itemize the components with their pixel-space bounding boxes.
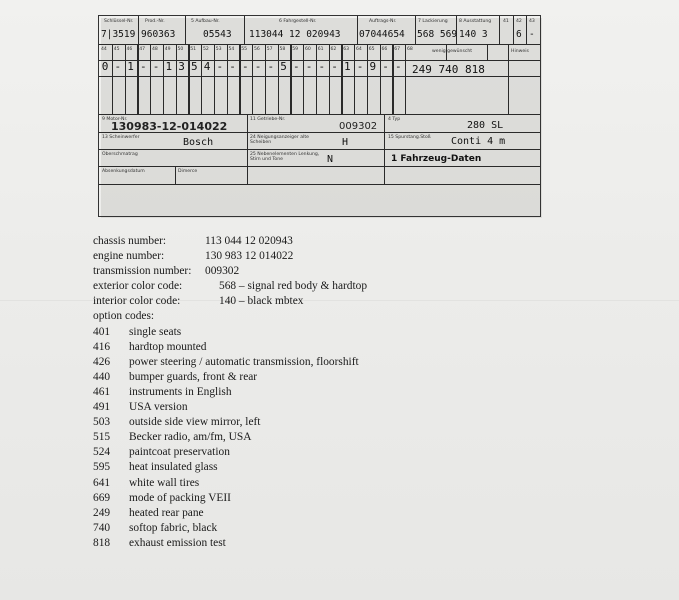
info-value: 140 – black mbtex <box>219 295 304 308</box>
card-rule <box>99 114 540 115</box>
digit-cell-number: 44 <box>101 47 107 52</box>
info-value: 130 983 12 014022 <box>205 250 294 263</box>
option-row <box>93 355 359 370</box>
option-desc: white wall tires <box>129 476 200 489</box>
label-fahrgestell: 6 Fahrgestell-Nr. <box>279 19 317 24</box>
digit-cell-number: 56 <box>254 47 260 52</box>
field-spur: Conti 4 m <box>451 136 506 147</box>
field-scheinwerfer: Bosch <box>183 137 214 148</box>
option-row <box>93 506 204 521</box>
field-motor: 130983-12-014022 <box>111 120 228 133</box>
option-desc: hardtop mounted <box>129 340 207 353</box>
digit-cell-value: - <box>216 60 224 73</box>
option-row <box>93 400 191 415</box>
digit-cell-value: - <box>382 60 389 73</box>
digit-cell-value: 3 <box>178 60 185 73</box>
digit-cell-divider <box>329 44 330 114</box>
digit-cell-value: - <box>241 60 249 73</box>
label-typ: 4 Typ <box>388 117 401 122</box>
option-desc: Becker radio, am/fm, USA <box>129 431 252 444</box>
digit-cell-value: - <box>152 60 160 73</box>
option-row <box>93 370 258 385</box>
card-rule <box>99 166 384 167</box>
label-auftrag: Auftrags-Nr. <box>369 19 397 24</box>
vehicle-data-card <box>98 15 541 217</box>
option-row <box>93 415 261 430</box>
digit-cell-value: - <box>305 60 313 73</box>
option-desc: instruments in English <box>129 385 232 398</box>
field-werk: 249 740 818 <box>412 63 485 76</box>
options-list <box>93 325 359 551</box>
digit-cell-value: 1 <box>165 60 173 73</box>
digit-cell-number: 50 <box>177 47 184 52</box>
label-schluessel: Schlüssel-Nr. <box>104 19 134 24</box>
info-row <box>93 234 293 249</box>
card-divider <box>185 16 186 44</box>
option-desc: USA version <box>129 401 188 414</box>
option-code: 515 <box>93 431 111 444</box>
field-getriebe: 009302 <box>339 121 378 132</box>
label-42: 42 <box>516 19 522 24</box>
digit-cell-value: - <box>394 60 402 73</box>
option-code: 426 <box>93 355 111 368</box>
field-ausstattung: 140 3 <box>459 29 488 40</box>
field-typ: 280 SL <box>467 120 504 131</box>
card-divider <box>513 16 514 44</box>
option-desc: mode of packing VEII <box>129 491 231 504</box>
digit-cell-number: 53 <box>215 47 222 52</box>
digit-cell-divider <box>125 44 126 114</box>
label-neigung: 24 Neigungsanzeiger alte Scheiben <box>250 135 309 145</box>
option-desc: bumper guards, front & rear <box>129 370 258 383</box>
card-divider <box>487 44 488 60</box>
card-rule <box>99 44 540 45</box>
digit-cell-value: - <box>114 60 122 73</box>
label-dim: Dimerce <box>178 169 198 174</box>
vehicle-info <box>93 234 368 551</box>
digit-cell-divider <box>150 44 151 114</box>
digit-cell-number: 61 <box>317 47 324 52</box>
field-lackierung: 568 569 <box>417 29 458 40</box>
option-desc: exhaust emission test <box>129 536 226 549</box>
field-aufbau: 05543 <box>203 29 232 40</box>
digit-cell-divider <box>239 44 240 114</box>
label-ober: Oberschmatrag <box>102 152 138 157</box>
option-code: 818 <box>93 536 111 549</box>
info-label: engine number: <box>93 250 165 263</box>
card-rule <box>384 166 540 167</box>
digit-cell-number: 54 <box>228 47 235 52</box>
card-rule <box>99 149 540 150</box>
info-label: chassis number: <box>93 235 167 247</box>
digit-cell-value: 0 <box>101 60 109 73</box>
info-label: exterior color code: <box>93 280 183 293</box>
digit-cell-divider <box>354 44 355 114</box>
option-code: 503 <box>93 416 111 429</box>
field-43: - <box>529 29 535 40</box>
label-41: 41 <box>503 19 509 24</box>
info-row <box>93 294 304 309</box>
card-divider <box>384 114 385 184</box>
card-divider <box>138 16 139 44</box>
digit-cell-divider <box>252 44 253 114</box>
option-row <box>93 521 218 536</box>
digit-cell-divider <box>188 44 189 114</box>
digit-cell-value: - <box>356 60 364 73</box>
digit-cell-divider <box>137 44 138 114</box>
option-desc: heated rear pane <box>129 506 204 519</box>
option-code: 595 <box>93 461 111 474</box>
digit-cell-value: - <box>331 60 338 73</box>
digit-cell-value: 1 <box>127 60 134 73</box>
option-row <box>93 476 200 491</box>
label-aufbau: 5 Aufbau-Nr. <box>191 19 220 24</box>
option-row <box>93 340 207 355</box>
option-desc: heat insulated glass <box>129 461 218 474</box>
label-abs: Absenkungsdatum <box>102 169 145 174</box>
option-row <box>93 445 230 460</box>
digit-cell-divider <box>290 44 291 114</box>
field-neigung: H <box>342 137 349 148</box>
digit-cell-value: 5 <box>190 60 198 73</box>
digit-cell-number: 59 <box>292 47 299 52</box>
digit-cell-value: 1 <box>343 60 351 73</box>
label-lackierung: 7 Lackierung <box>418 19 448 24</box>
digit-cell-value: - <box>139 60 147 73</box>
digit-cell-number: 51 <box>190 47 197 52</box>
field-42: 6 <box>516 29 522 40</box>
digit-cell-divider <box>341 44 342 114</box>
field-auftrag: 07044654 <box>359 29 405 40</box>
digit-cell-number: 55 <box>241 47 248 52</box>
digit-cell-divider <box>367 44 368 114</box>
digit-cell-number: 46 <box>126 47 133 52</box>
digit-cell-number: 47 <box>139 47 146 52</box>
digit-cell-divider <box>112 44 113 114</box>
option-row <box>93 491 231 506</box>
label-scheinwerfer: 13 Scheinwerfer <box>102 135 140 140</box>
digit-cell-number: 66 <box>381 47 388 52</box>
option-desc: paintcoat preservation <box>129 446 230 459</box>
option-desc: single seats <box>129 325 182 338</box>
option-row <box>93 430 252 445</box>
label-hinweis: Hinweis <box>511 49 529 54</box>
card-rule <box>99 76 540 77</box>
label-ausstattung: 8 Ausstattung <box>459 19 492 24</box>
digit-cell-number: 64 <box>356 47 362 52</box>
digit-cell-value: - <box>318 60 326 73</box>
card-rule <box>99 184 540 185</box>
option-code: 524 <box>93 446 111 459</box>
option-desc: outside side view mirror, left <box>129 416 261 429</box>
option-code: 440 <box>93 370 111 383</box>
option-code: 491 <box>93 401 111 414</box>
digit-cell-number: 68 <box>407 47 413 52</box>
card-divider <box>247 114 248 184</box>
digit-cell-number: 67 <box>394 47 401 52</box>
info-label: interior color code: <box>93 295 181 308</box>
digit-cell-divider <box>392 44 393 114</box>
option-code: 249 <box>93 506 111 519</box>
digit-cell-value: 4 <box>203 60 211 73</box>
digit-cell-value: - <box>254 60 262 73</box>
digit-cell-number: 48 <box>152 47 158 52</box>
digit-cell-number: 62 <box>330 47 337 52</box>
card-divider <box>175 166 176 184</box>
digit-cell-value: - <box>229 60 236 73</box>
field-neben: N <box>327 154 334 165</box>
option-row <box>93 385 232 400</box>
info-row <box>93 279 368 294</box>
digit-cell-value: 9 <box>369 60 377 73</box>
label-werk: wenig gewünscht <box>432 49 473 54</box>
info-row <box>93 264 240 279</box>
field-prod: 960363 <box>141 29 176 40</box>
digit-cell-divider <box>214 44 215 114</box>
digit-cell-divider <box>227 44 228 114</box>
option-code: 669 <box>93 491 111 504</box>
label-prod: Prod.-Nr. <box>145 19 165 24</box>
info-row <box>93 249 294 264</box>
card-divider <box>508 44 509 114</box>
info-value: 113 044 12 020943 <box>205 235 293 247</box>
option-code: 416 <box>93 340 111 353</box>
digit-cell-number: 63 <box>343 47 350 52</box>
option-code: 401 <box>93 325 111 338</box>
digit-cell-divider <box>278 44 279 114</box>
digit-cell-divider <box>316 44 317 114</box>
info-value: 009302 <box>205 265 240 278</box>
card-divider <box>405 44 406 114</box>
digit-cell-number: 49 <box>164 47 171 52</box>
option-row <box>93 460 218 475</box>
options-heading-text: option codes: <box>93 310 155 323</box>
option-code: 461 <box>93 385 111 398</box>
field-schluessel: 7|3519 <box>101 29 136 40</box>
digit-cell-number: 58 <box>279 47 286 52</box>
digit-cell-divider <box>265 44 266 114</box>
options-heading <box>93 309 191 324</box>
label-neben: 25 Nebenelementen Lenkung, Stirn und Tone <box>250 152 320 162</box>
label-spur: 15 Spurstang.Stoß <box>388 135 431 140</box>
fahrzeug-daten-title: 1 Fahrzeug-Daten <box>391 154 482 164</box>
label-motor: 9 Motor-Nr. <box>102 117 128 122</box>
field-fahrgestell: 113044 12 020943 <box>249 29 341 40</box>
digit-cell-divider <box>380 44 381 114</box>
card-divider <box>244 16 245 44</box>
option-code: 641 <box>93 476 111 489</box>
option-row <box>93 536 226 551</box>
label-43: 43 <box>529 19 535 24</box>
card-divider <box>499 16 500 44</box>
option-desc: power steering / automatic transmission, floorshift <box>129 355 359 368</box>
digit-cell-number: 45 <box>113 47 120 52</box>
digit-cell-divider <box>201 44 202 114</box>
option-row <box>93 325 191 340</box>
digit-cell-number: 52 <box>203 47 209 52</box>
digit-cell-divider <box>163 44 164 114</box>
label-getriebe: 11 Getriebe-Nr. <box>250 117 286 122</box>
digit-cell-value: - <box>292 60 300 73</box>
info-value: 568 – signal red body & hardtop <box>219 280 368 293</box>
digit-cell-divider <box>303 44 304 114</box>
digit-cell-number: 57 <box>266 47 273 52</box>
digit-cell-divider <box>176 44 177 114</box>
digit-cell-number: 60 <box>305 47 311 52</box>
digit-cell-value: 5 <box>280 60 287 73</box>
card-divider <box>526 16 527 44</box>
option-code: 740 <box>93 521 111 534</box>
digit-cell-number: 65 <box>368 47 375 52</box>
option-desc: softop fabric, black <box>129 521 218 534</box>
digit-cell-value: - <box>267 60 275 73</box>
info-label: transmission number: <box>93 265 192 278</box>
